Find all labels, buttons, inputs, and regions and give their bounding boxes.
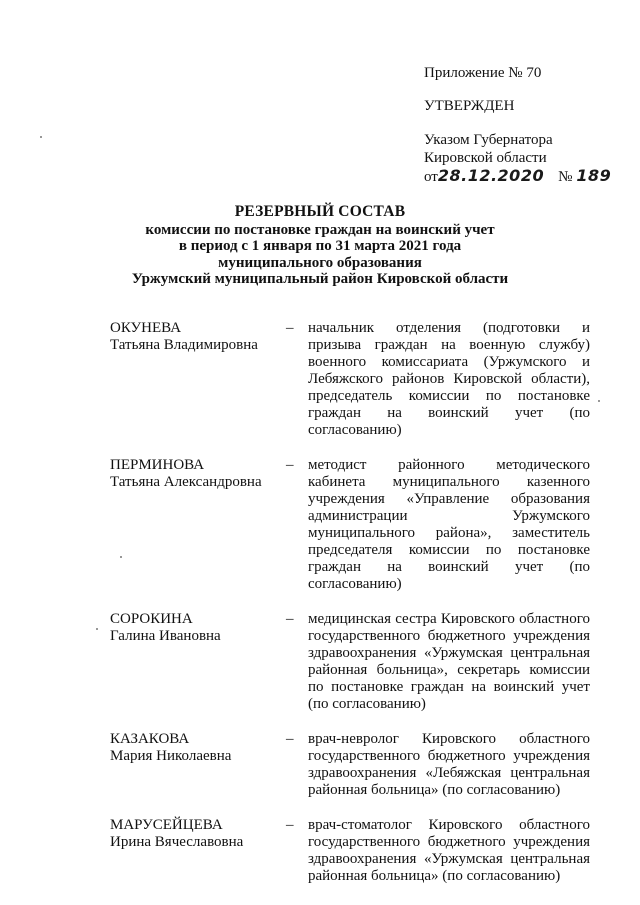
member-surname: ОКУНЕВА [110, 320, 182, 336]
scan-speck [96, 628, 98, 630]
title-line-1: РЕЗЕРВНЫЙ СОСТАВ [234, 203, 406, 220]
decree-date-line [424, 167, 611, 186]
member-name [110, 320, 286, 439]
member-surname: КАЗАКОВА [110, 731, 190, 747]
member-given-name: Татьяна Александровна [110, 474, 262, 490]
member-entry [110, 731, 590, 799]
member-given-name: Ирина Вячеславовна [110, 834, 244, 850]
entry-dash: – [286, 731, 294, 747]
member-surname: МАРУСЕЙЦЕВА [110, 817, 223, 833]
handwritten-number: 189 [576, 166, 612, 185]
member-entry [110, 611, 590, 713]
decree-reference [424, 131, 611, 186]
member-name [110, 817, 286, 885]
member-given-name: Мария Николаевна [110, 748, 232, 764]
scan-speck [598, 400, 600, 402]
member-given-name: Татьяна Владимировна [110, 337, 258, 353]
document-title [0, 204, 640, 288]
member-role: методист районного методического кабинета муниципального казенного учреждения «Управление образования администрации Уржумского муниципального района», заместитель председателя комиссии по постановке граждан на воинский учет (по согласованию) [308, 457, 590, 592]
member-role: врач-стоматолог Кировского областного государственного бюджетного учреждения здравоохранения «Уржумская центральная районная больница» (по согласованию) [308, 817, 590, 884]
member-surname: ПЕРМИНОВА [110, 457, 205, 473]
member-entry [110, 817, 590, 885]
member-entry [110, 320, 590, 439]
appendix-number: Приложение № 70 [424, 65, 542, 81]
member-entry [110, 457, 590, 593]
title-line-4: муниципального образования [218, 254, 422, 271]
scan-speck [40, 136, 42, 138]
title-line-3: в период с 1 января по 31 марта 2021 года [178, 238, 462, 254]
approved-label: УТВЕРЖДЕН [424, 98, 515, 114]
entry-dash: – [286, 320, 294, 336]
handwritten-date: 28.12.2020 [437, 166, 545, 185]
title-line-2: комиссии по постановке граждан на воинский учет [145, 221, 495, 238]
member-name [110, 731, 286, 799]
entry-dash: – [286, 457, 294, 473]
from-label: от [424, 169, 438, 185]
member-role: врач-невролог Кировского областного государственного бюджетного учреждения здравоохранения «Лебяжская центральная районная больница» (по согласованию) [308, 731, 590, 798]
decree-line-2: Кировской области [424, 150, 547, 166]
member-role: начальник отделения (подготовки и призыва граждан на военную службу) военного комиссариата (Уржумского и Лебяжского районов Кировской области), председатель комиссии по постановке граждан на воинский учет (по согласованию) [308, 320, 590, 438]
decree-line-1: Указом Губернатора [424, 132, 553, 148]
entry-dash: – [286, 817, 294, 833]
member-name [110, 611, 286, 713]
number-sign: № [558, 169, 573, 185]
members-list [110, 320, 590, 903]
member-role: медицинская сестра Кировского областного государственного бюджетного учреждения здравоохранения «Уржумская центральная районная больница», секретарь комиссии по постановке граждан на воинский учет (по согласованию) [308, 611, 590, 712]
member-surname: СОРОКИНА [110, 611, 193, 627]
member-name [110, 457, 286, 593]
scan-speck [120, 556, 122, 558]
member-given-name: Галина Ивановна [110, 628, 221, 644]
title-line-5: Уржумский муниципальный район Кировской области [131, 271, 509, 287]
entry-dash: – [286, 611, 294, 627]
